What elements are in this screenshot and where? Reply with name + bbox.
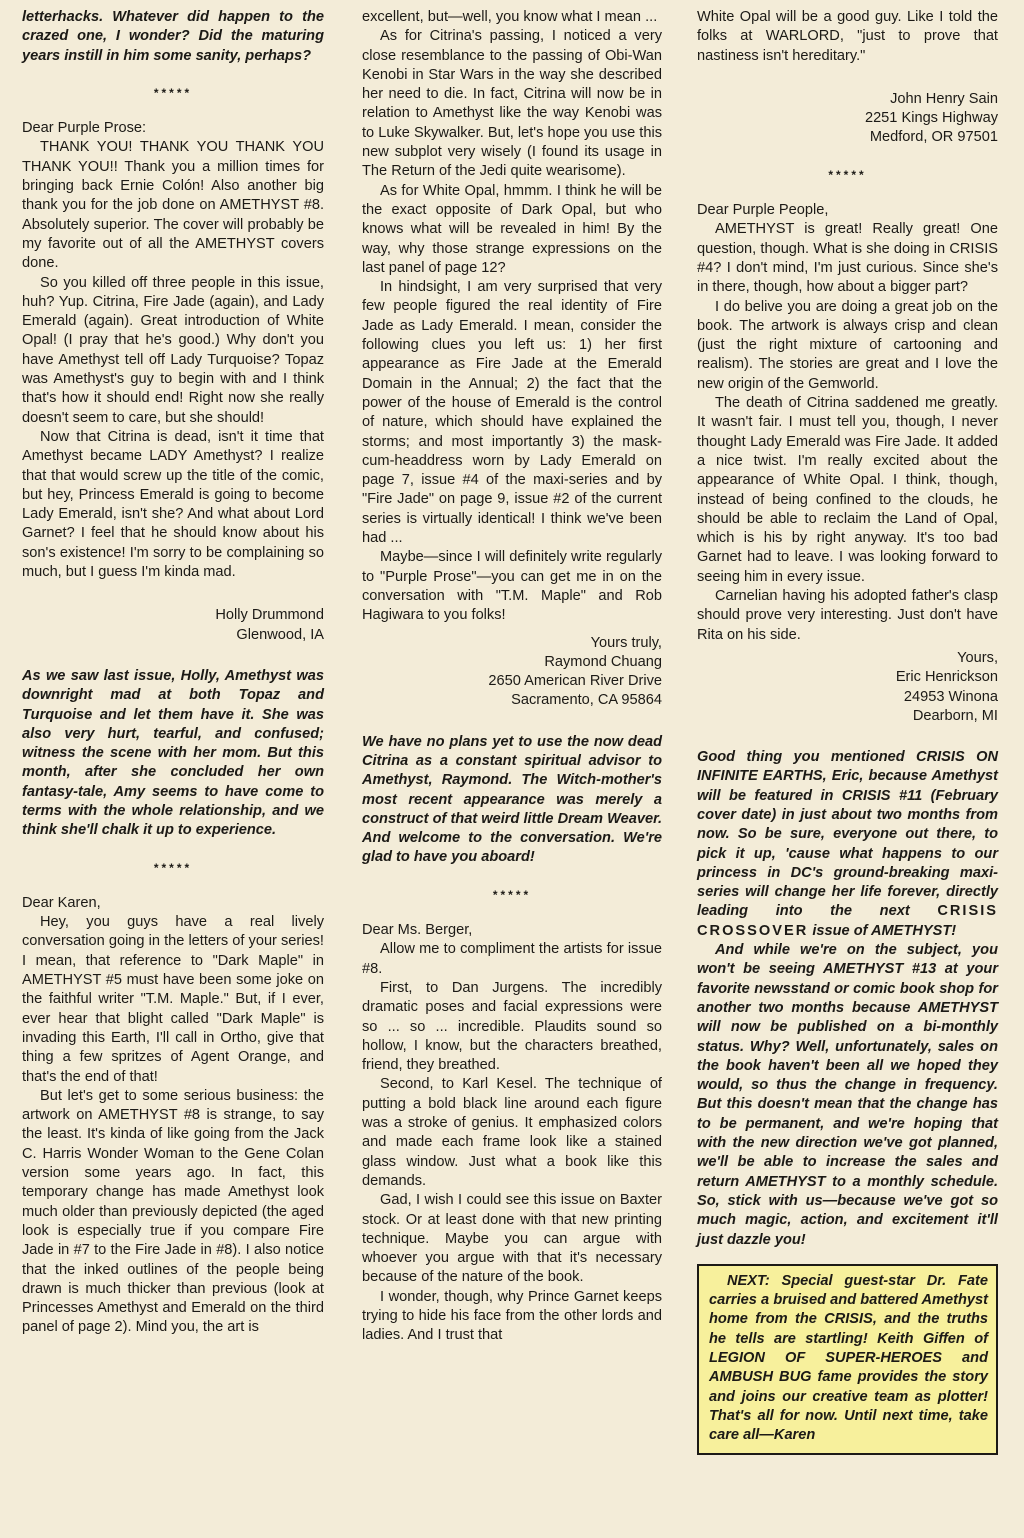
letter-paragraph: I wonder, though, why Prince Garnet keeps trying to hide his face from the other lords and ladies. And I trust that [362, 1288, 662, 1344]
column-middle [362, 8, 662, 1346]
separator-stars: ***** [153, 860, 193, 875]
letter-paragraph: The death of Citrina saddened me greatly. It wasn't fair. I must tell you, though, I never thought Lady Emerald was Fire Jade. It added a nice twist. I'm really excited about the appearance of White Opal. I think, though, instead of being confined to the clouds, he should be able to reclaim the Land of Opal, which is his by right anyway. It's too bad Garnet had to leave. I was looking forward to seeing him in every issue. [697, 395, 998, 585]
letter-paragraph: In hindsight, I am very surprised that very few people figured the real identity of Fire Jade as Lady Emerald. I mean, consider the following clues you left us: 1) her first appearance as Fire Jade at the Emerald Domain in the Annual; 2) the fact that the power of the house of Emerald is the control of nature, which should have explained the storms; and most importantly 3) the mask-cum-headdress worn by Lady Emerald on page 7, issue #4 of the maxi-series and by "Fire Jade" on page 9, issue #2 of the current series is virtually identical! I think we've been had ... [362, 279, 662, 547]
intro-reply: letterhacks. Whatever did happen to the crazed one, I wonder? Did the maturing years instill in him some sanity, perhaps? [22, 9, 324, 64]
signature-city: Sacramento, CA 95864 [511, 692, 662, 709]
signature-city: Medford, OR 97501 [869, 129, 998, 146]
signature-address: 2251 Kings Highway [864, 110, 998, 127]
letter-salutation: Dear Ms. Berger, [362, 922, 473, 939]
signature-name: Eric Henrickson [895, 669, 998, 686]
signature-name: Raymond Chuang [544, 653, 662, 670]
letter-paragraph: First, to Dan Jurgens. The incredibly dramatic poses and facial expressions were so ... so ... incredible. Plaudits sound so hollow, I know, but the characters breathed, friend, they breathed. [362, 979, 662, 1074]
separator-stars: ***** [492, 887, 532, 902]
letter-paragraph: As for Citrina's passing, I noticed a very close resemblance to the passing of Obi-Wan Kenobi in Star Wars in the way she described her need to die. In fact, Citrina will now be in relation to Amethyst like the way Kenobi was to Luke Skywalker. But, let's hope you use this new subplot very wisely (I found its usage in The Return of the Jedi quite wearisome). [362, 28, 662, 180]
editor-reply-text: Good thing you mentioned CRISIS ON INFINITE EARTHS, Eric, because Amethyst will be featured in CRISIS #11 (February cover date) in just about two months from now. So be sure, everyone out there, to pick it up, 'cause what happens to our princess in DC's ground-breaking maxi-series will change her life forever, directly leading into the next [697, 749, 998, 920]
editor-reply: As we saw last issue, Holly, Amethyst was downright mad at both Topaz and Turquoise and let them have it. She was also very hurt, tearful, and confused; witness the scene with her mom. But this month, after she concluded her own fantasy-tale, Amy seems to have come to terms with the whole relationship, and we think she'll chalk it up to experience. [22, 667, 324, 839]
letter-paragraph: Second, to Karl Kesel. The technique of putting a bold black line around each figure was a stroke of genius. It emphasized colors and made each frame look like a stained glass window. Just what a book like this demands. [362, 1076, 662, 1189]
signature-name: Holly Drummond [215, 607, 324, 624]
editor-reply: We have no plans yet to use the now dead Citrina as a constant spiritual advisor to Amethyst, Raymond. The Witch-mother's most recent appearance was merely a construct of that weird little Dream Weaver. And welcome to the conversation. We're glad to have you aboard! [362, 733, 662, 866]
letter-paragraph: Hey, you guys have a real lively conversation going in the letters of your series! I mean, that reference to "Dark Maple" in AMETHYST #5 must have been some joke on the faithful writer "T.M. Maple." But, if I ever, ever hear that blight called "Dark Maple" is invading this Earth, I'll call in Ortho, give that thing a few spritzes of Agent Orange, and that's the end of that! [22, 914, 324, 1085]
editor-reply-emphasis: CRISIS CROSSOVER [697, 903, 998, 939]
next-issue-box: NEXT: Special guest-star Dr. Fate carries a bruised and battered Amethyst home from the CRISIS, and the truths he tells are startling! Keith Giffen of LEGION OF SUPER-HEROES and AMBUSH BUG fame provides the story and joins our creative team as plotter! That's all for now. Until next time, take care all—Karen [697, 1264, 998, 1456]
letter-paragraph: THANK YOU! THANK YOU THANK YOU THANK YOU!! Thank you a million times for bringing back Ernie Colón! Also another big thank you for the job done on AMETHYST #8. Absolutely superior. The cover will probably be my favorite out of all the AMETHYST covers done. [22, 139, 324, 272]
letter-salutation: Dear Purple People, [697, 202, 829, 219]
letter-paragraph: AMETHYST is great! Really great! One question, though. What is she doing in CRISIS #4? I don't mind, I'm just curious. Since she's in there, though, how about a bigger part? [697, 221, 998, 296]
signature-address: 24953 Winona [903, 688, 998, 705]
column-left [22, 8, 324, 1338]
letter-continuation: White Opal will be a good guy. Like I told the folks at WARLORD, "just to prove that nastiness isn't hereditary." [697, 9, 998, 64]
signature-name: John Henry Sain [890, 90, 998, 107]
column-right [697, 8, 998, 1455]
signature-close: Yours truly, [590, 634, 662, 651]
editor-reply [697, 748, 998, 941]
letter-paragraph: Maybe—since I will definitely write regularly to "Purple Prose"—you can get me in on the conversation with "T.M. Maple" and Rob Hagiwara to you folks! [362, 549, 662, 624]
letter-paragraph: I do belive you are doing a great job on the book. The artwork is always crisp and clean (just the right mixture of cartooning and realism). The stories are great and I love the new origin of the Gemworld. [697, 298, 998, 392]
signature-close: Yours, [957, 649, 998, 666]
letter-salutation: Dear Karen, [22, 894, 101, 911]
separator-stars: ***** [153, 85, 193, 100]
signature-address: 2650 American River Drive [488, 673, 662, 690]
letter-paragraph: So you killed off three people in this issue, huh? Yup. Citrina, Fire Jade (again), and Lady Emerald (again). Great introduction of White Opal! (I pray that he's good.) Why don't you have Amethyst tell off Lady Turquoise? Topaz was Amethyst's guy to begin with and I think that's how it should end! Right now she really doesn't seem to care, but she should! [22, 274, 324, 426]
letter-paragraph: But let's get to some serious business: the artwork on AMETHYST #8 is strange, to say the least. It's kinda of like going from the Jack C. Harris Wonder Woman to the Gene Colan version some years ago. In fact, this temporary change has made Amethyst look much older than previously depicted (the aged look is especially true if you compare Fire Jade in #7 to the Fire Jade in #8). I also notice that the inked outlines of the people being drawn is much thicker than previous (look at Princesses Amethyst and Emerald on the third panel of page 2). Mind you, the art is [22, 1087, 324, 1336]
letter-salutation: Dear Purple Prose: [22, 120, 147, 137]
letter-paragraph: As for White Opal, hmmm. I think he will be the exact opposite of Dark Opal, but who knows what will be revealed in him! By the way, why those strange expressions on the last panel of page 12? [362, 182, 662, 276]
letter-paragraph: Allow me to compliment the artists for issue #8. [362, 941, 662, 977]
letter-paragraph: Carnelian having his adopted father's clasp should prove very interesting. Just don't have Rita on his side. [697, 588, 998, 643]
letter-continuation: excellent, but—well, you know what I mean ... [362, 9, 658, 25]
editor-reply-text-end: issue of AMETHYST! [812, 922, 957, 939]
signature-city: Dearborn, MI [912, 707, 998, 724]
signature-city: Glenwood, IA [236, 626, 324, 643]
letter-paragraph: Gad, I wish I could see this issue on Baxter stock. Or at least done with that new printing technique. Maybe you can argue with whoever you argue with that it's necessary because of the nature of the book. [362, 1192, 662, 1286]
editor-reply: And while we're on the subject, you won't be seeing AMETHYST #13 at your favorite newsstand or comic book shop for another two months because AMETHYST will now be published on a bi-monthly status. Why? Well, unfortunately, sales on the book haven't been all we hoped they would, so thus the change in frequency. But this doesn't mean that the change has to be permanent, and we're hoping that with the new direction we've got planned, we'll be able to increase the sales and return AMETHYST to a monthly schedule. So, stick with us—because we've got so much magic, action, and excitement it'll just dazzle you! [697, 942, 998, 1248]
separator-stars: ***** [828, 167, 867, 182]
letter-paragraph: Now that Citrina is dead, isn't it time that Amethyst became LADY Amethyst? I realize that that would screw up the title of the comic, but hey, Princess Emerald is going to become Lady Emerald, isn't she? And what about Lord Garnet? I feel that he should know about his son's existence! I'm sorry to be complaining so much, but I guess I'm kinda mad. [22, 428, 324, 581]
